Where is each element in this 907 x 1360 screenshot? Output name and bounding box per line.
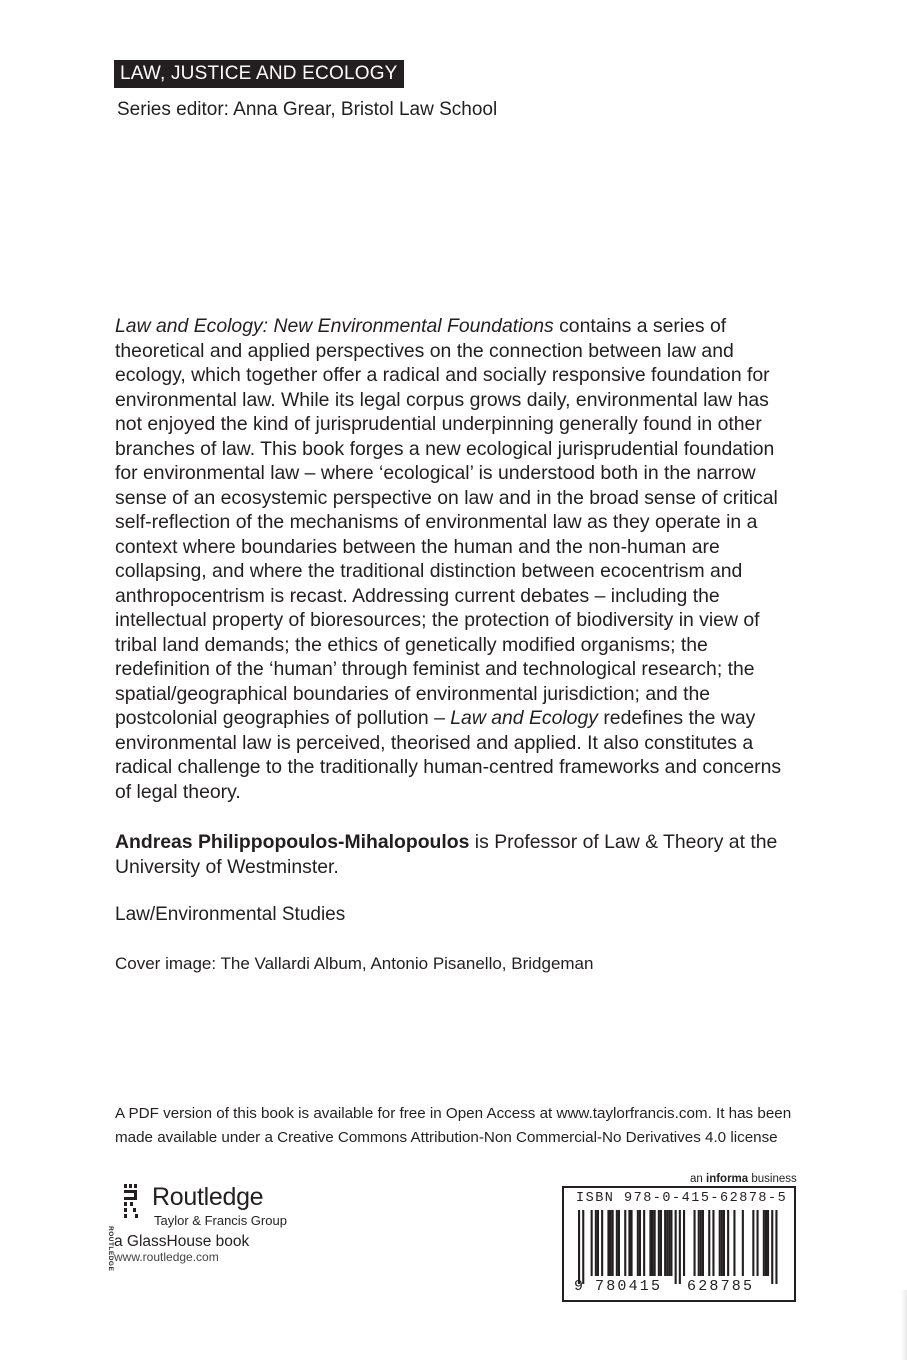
- description-text-1: contains a series of theoretical and applied perspectives on the connection between law and ecology, which together offer a radical and socially responsive foundation for environmental law. While its legal corpus grows daily, environmental law has not enjoyed the kind of jurisprudential underpinning generally found in other branches of law. This book forges a new ecological jurisprudential foundation for environmental law – where ‘ecological’ is understood both in the narrow sense of an ecosystemic perspective on law and in the broad sense of critical self-reflection of the mechanisms of environmental law as they operate in a context where boundaries between the human and the non-human are collapsing, and where the traditional distinction between ecocentrism and anthropocentrism is recast. Addressing current debates – including the intellectual property of bioresources; the protection of biodiversity in view of tribal land demands; the ethics of genetically modified organisms; the redefinition of the ‘human’ through feminist and technological research; the spatial/geographical boundaries of environmental jurisdiction; and the postcolonial geographies of pollution –: [115, 315, 778, 729]
- barcode-bar: [719, 1210, 721, 1276]
- barcode-bar: [649, 1210, 651, 1276]
- barcode-bar: [742, 1210, 744, 1276]
- barcode-bar: [775, 1210, 777, 1284]
- barcode-bar: [698, 1210, 700, 1276]
- series-title: LAW, JUSTICE AND ECOLOGY: [114, 60, 404, 88]
- barcode-bar: [670, 1210, 672, 1276]
- open-access-line-2: made available under a Creative Commons Attribution-Non Commercial-No Derivatives 4.0 license: [115, 1129, 778, 1146]
- informa-prefix: an: [690, 1173, 706, 1185]
- publisher-name: Routledge: [152, 1183, 264, 1211]
- barcode-bar: [582, 1210, 584, 1284]
- cover-credit: Cover image: The Vallardi Album, Antonio Pisanello, Bridgeman: [115, 954, 594, 973]
- barcode-bar: [652, 1210, 654, 1276]
- informa-business-label: [690, 1172, 797, 1186]
- barcode-bar: [618, 1210, 620, 1276]
- barcode-bar: [639, 1210, 641, 1276]
- barcode-bar: [771, 1210, 773, 1284]
- barcode-bar: [675, 1210, 677, 1284]
- barcode-bar: [664, 1210, 666, 1276]
- publisher-logo: [107, 1182, 330, 1272]
- barcode-bar: [733, 1210, 735, 1276]
- barcode-bar: [700, 1210, 702, 1276]
- barcode-left-digits: 780415: [595, 1278, 663, 1295]
- informa-suffix: business: [748, 1173, 797, 1185]
- barcode-bar: [767, 1210, 769, 1276]
- book-description: [115, 314, 795, 804]
- barcode-bar: [643, 1210, 645, 1276]
- isbn-label: ISBN 978-0-415-62878-5: [576, 1191, 788, 1206]
- subject-category: Law/Environmental Studies: [115, 904, 346, 925]
- barcode-bar: [616, 1210, 618, 1276]
- author-name: Andreas Philippopoulos-Mihalopoulos: [115, 831, 470, 853]
- book-title-short: Law and Ecology: [450, 707, 598, 729]
- open-access-line-1: A PDF version of this book is available for free in Open Access at www.taylorfrancis.com. It has been: [115, 1105, 792, 1122]
- barcode-first-digit: 9: [574, 1278, 584, 1295]
- barcode-bar: [763, 1210, 765, 1276]
- barcode-bar: [721, 1210, 723, 1276]
- barcode-bar: [712, 1210, 714, 1276]
- barcode-bar: [595, 1210, 597, 1276]
- routledge-r-icon: [110, 1182, 150, 1230]
- barcode-bar: [591, 1210, 593, 1276]
- barcode-bars: [574, 1210, 786, 1284]
- barcode-right-digits: 628785: [687, 1278, 755, 1295]
- barcode-bar: [624, 1210, 626, 1276]
- barcode-bar: [723, 1210, 725, 1276]
- barcode-bar: [752, 1210, 754, 1276]
- isbn-barcode: [562, 1186, 796, 1302]
- barcode-bar: [694, 1210, 696, 1276]
- routledge-vertical-mark: ROUTLEDGE: [107, 1226, 114, 1272]
- barcode-bar: [578, 1210, 580, 1284]
- barcode-bar: [637, 1210, 639, 1276]
- publisher-group: Taylor & Francis Group: [154, 1213, 287, 1228]
- barcode-bar: [702, 1210, 704, 1276]
- barcode-bar: [683, 1210, 685, 1276]
- barcode-bar: [679, 1210, 681, 1284]
- barcode-bar: [597, 1210, 599, 1276]
- barcode-bar: [628, 1210, 630, 1276]
- barcode-bar: [658, 1210, 660, 1276]
- barcode-bar: [757, 1210, 759, 1276]
- page-edge-shadow: [901, 1290, 907, 1360]
- barcode-bar: [631, 1210, 633, 1276]
- barcode-bar: [612, 1210, 614, 1276]
- barcode-bar: [727, 1210, 729, 1276]
- barcode-bar: [708, 1210, 710, 1276]
- barcode-bar: [660, 1210, 662, 1276]
- publisher-imprint: a GlassHouse book: [114, 1233, 250, 1250]
- series-editor: Series editor: Anna Grear, Bristol Law School: [117, 99, 498, 120]
- informa-brand: informa: [706, 1173, 749, 1185]
- open-access-notice: [115, 1102, 805, 1150]
- barcode-bar: [666, 1210, 668, 1276]
- author-bio-text: is Professor of Law & Theory at the University of Westminster.: [115, 831, 778, 878]
- barcode-bar: [654, 1210, 656, 1276]
- author-bio: [115, 830, 795, 879]
- publisher-url: www.routledge.com: [114, 1250, 219, 1264]
- description-text-2: redefines the way environmental law is perceived, theorised and applied. It also constitutes a radical challenge to the traditionally human-centred frameworks and concerns of legal theory.: [115, 707, 782, 803]
- book-title: Law and Ecology: New Environmental Foundations: [115, 315, 554, 337]
- barcode-bar: [601, 1210, 603, 1276]
- barcode-bar: [610, 1210, 612, 1276]
- barcode-bar: [607, 1210, 609, 1276]
- barcode-bar: [765, 1210, 767, 1276]
- barcode-bar: [668, 1210, 670, 1276]
